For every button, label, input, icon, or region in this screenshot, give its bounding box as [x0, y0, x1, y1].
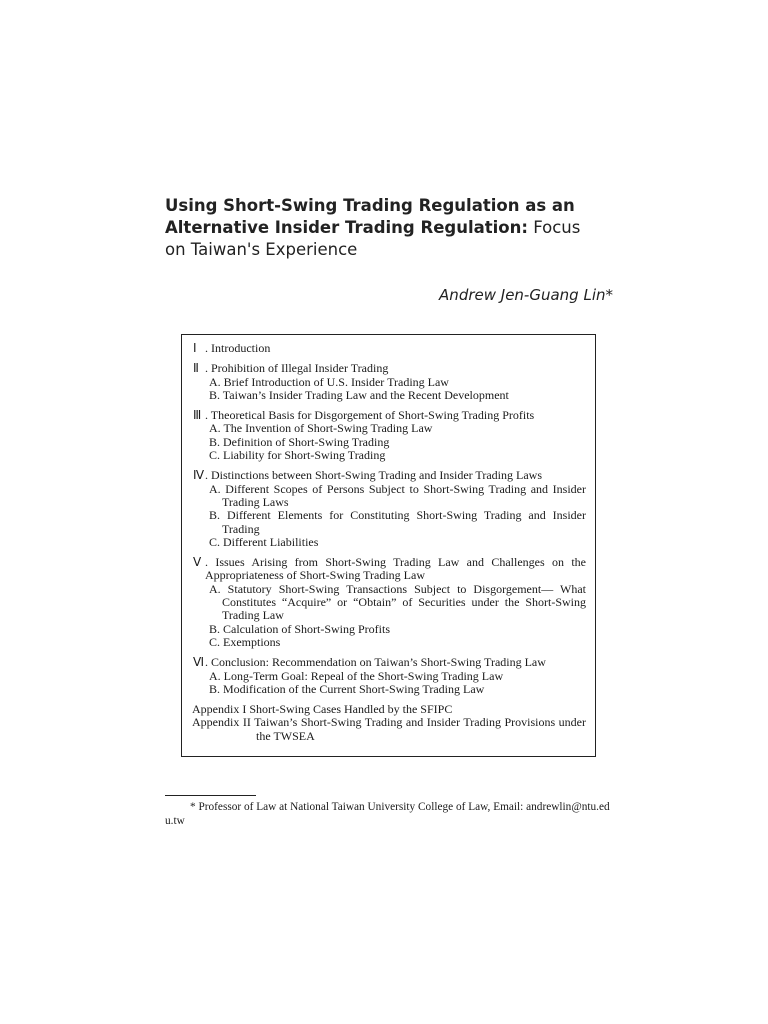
paper-title-subtitle: Focus on Taiwan's Experience: [165, 218, 581, 259]
toc-section: [192, 362, 586, 402]
toc-subsection: C. Different Liabilities: [209, 534, 319, 549]
toc-section-heading: [192, 469, 586, 482]
toc-subsection: B. Different Elements for Constituting Short-Swing Trading and Insider Trading: [209, 508, 586, 536]
toc-subsection: A. The Invention of Short-Swing Trading Law: [209, 421, 433, 436]
toc-section-numeral: Ⅰ: [193, 341, 197, 355]
table-of-contents: [181, 334, 596, 757]
toc-section: [192, 556, 586, 649]
toc-section-numeral: Ⅳ: [193, 468, 205, 483]
toc-section-numeral: Ⅴ: [193, 555, 202, 570]
toc-section-heading: [192, 556, 586, 583]
toc-section: [192, 469, 586, 549]
toc-section: [192, 656, 586, 696]
toc-section-title: . Issues Arising from Short-Swing Trading Law and Challenges on the Appropriateness of Short-Swing Trading Law: [205, 555, 586, 583]
author-name: Andrew Jen-Guang Lin*: [439, 286, 613, 304]
toc-section: [192, 342, 586, 355]
toc-section-title: . Conclusion: Recommendation on Taiwan’s Short-Swing Trading Law: [205, 655, 546, 670]
footnote-separator: [165, 795, 256, 796]
toc-section-numeral: Ⅲ: [193, 408, 202, 423]
toc-section-title: . Prohibition of Illegal Insider Trading: [205, 361, 389, 376]
toc-section-heading: [192, 656, 586, 669]
toc-subsection: A. Different Scopes of Persons Subject to Short-Swing Trading and Insider Trading Laws: [209, 481, 586, 509]
paper-title-bold: Using Short-Swing Trading Regulation as an Alternative Insider Trading Regulation:: [165, 196, 575, 237]
toc-subsection: A. Brief Introduction of U.S. Insider Trading Law: [209, 374, 449, 389]
author-footnote: * Professor of Law at National Taiwan University College of Law, Email: andrewlin@ntu.edu.tw: [165, 801, 610, 827]
toc-section-title: . Distinctions between Short-Swing Trading and Insider Trading Laws: [205, 468, 542, 483]
paper-title: [165, 195, 605, 261]
toc-subsection: C. Liability for Short-Swing Trading: [209, 448, 386, 463]
toc-appendix: Appendix II Taiwan’s Short-Swing Trading and Insider Trading Provisions under the TWSEA: [192, 715, 586, 743]
toc-section-numeral: Ⅱ: [193, 361, 199, 376]
toc-subsection: C. Exemptions: [209, 634, 281, 649]
toc-section-heading: [192, 362, 586, 375]
toc-subsection: A. Long-Term Goal: Repeal of the Short-Swing Trading Law: [209, 668, 504, 683]
toc-section-heading: [192, 409, 586, 422]
toc-section-title: . Introduction: [205, 341, 271, 355]
toc-subsection: B. Modification of the Current Short-Swing Trading Law: [209, 681, 485, 696]
toc-section-title: . Theoretical Basis for Disgorgement of Short-Swing Trading Profits: [205, 408, 535, 423]
toc-section: [192, 409, 586, 462]
toc-subsection: A. Statutory Short-Swing Transactions Subject to Disgorgement— What Constitutes “Acquire” or “Obtain” of Securities under the Short-Swing Trading Law: [209, 581, 586, 623]
toc-subsection: B. Taiwan’s Insider Trading Law and the Recent Development: [209, 387, 509, 402]
toc-section-numeral: Ⅵ: [193, 655, 205, 670]
toc-subsection: B. Calculation of Short-Swing Profits: [209, 621, 390, 636]
toc-appendix: Appendix I Short-Swing Cases Handled by the SFIPC: [192, 702, 453, 717]
toc-section-heading: [192, 342, 586, 355]
toc-subsection: B. Definition of Short-Swing Trading: [209, 434, 390, 449]
